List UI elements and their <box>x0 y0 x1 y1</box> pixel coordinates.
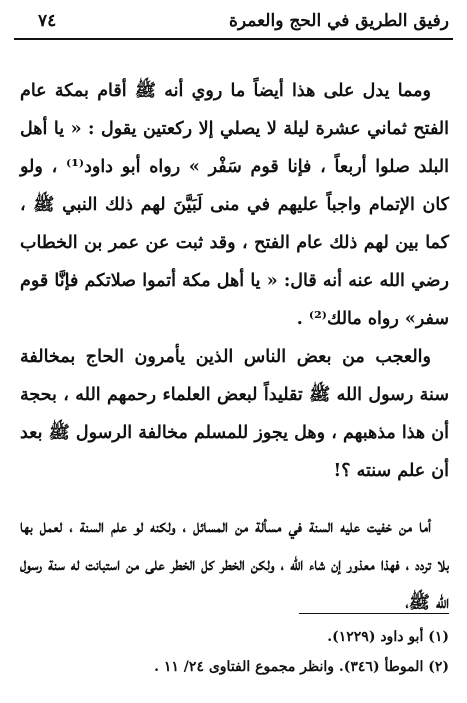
book-title: رفيق الطريق في الحج والعمرة <box>228 11 449 31</box>
paragraph-1: ومما يدل على هذا أيضاً ما روي أنه ﷺ أقام بمكة عام الفتح ثماني عشرة ليلة لا يصلي إلا ركعتين يقول : « يا أهل البلد صلوا أربعاً ، فإنا قوم سَفْر » رواه أبو داود⁽¹⁾ ، ولو كان الإتمام واجباً عليهم في منى لَبَيَّنَ لهم ذلك النبي ﷺ ، كما بين لهم ذلك عام الفتح ، وقد ثبت عن عمر بن الخطاب رضي الله عنه أنه قال: « يا أهل مكة أتموا صلاتكم فإنَّا قوم سفر» رواه مالك⁽²⁾ . <box>20 81 450 329</box>
footnotes <box>20 622 449 682</box>
header-divider <box>14 38 453 40</box>
page-header <box>18 6 449 36</box>
paragraph-3: أما من خفيت عليه السنة في مسألة من المسائل ، ولكنه لو علم السنة ، لعمل بها بلا تردد ، فهذا معذور إن شاء الله ، ولكن الخطر كل الخطر على من استبانت له سنة رسول الله ﷺ، <box>20 517 449 613</box>
footnote-1: (١) أبو داود (١٢٢٩). <box>327 629 449 645</box>
paragraph-2: والعجب من بعض الناس الذين يأمرون الحاج بمخالفة سنة رسول الله ﷺ تقليداً لبعض العلماء رحمهم الله ، بحجة أن هذا مذهبهم ، وهل يجوز للمسلم مخالفة الرسول ﷺ بعد أن علم سنته ؟! <box>20 347 449 481</box>
page-number: ٧٤ <box>38 11 57 31</box>
main-text <box>20 72 449 622</box>
footnote-divider <box>299 613 449 614</box>
footnote-2: (٢) الموطأ (٣٤٦). وانظر مجموع الفتاوى ٢٤/ ١١ . <box>154 659 449 675</box>
